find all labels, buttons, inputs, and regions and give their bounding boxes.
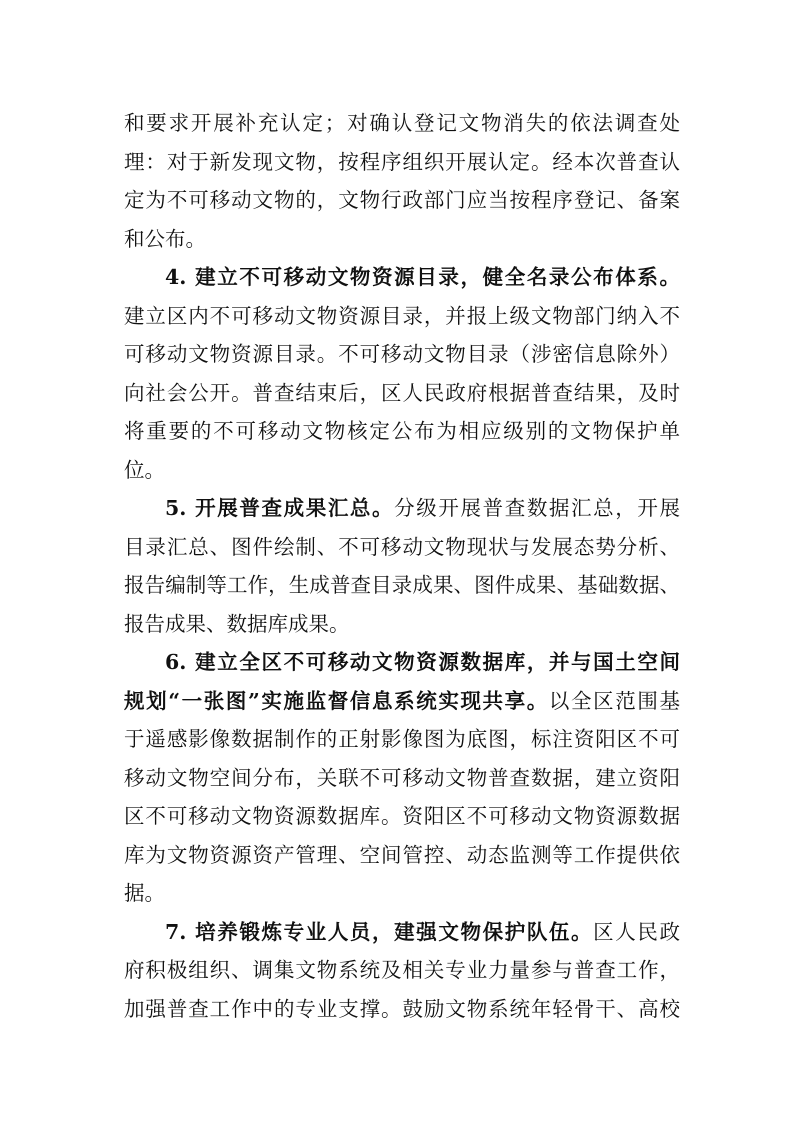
text-line: [124, 297, 680, 336]
body-text: 加强普查工作中的专业支撑。鼓励文物系统年轻骨干、高校: [124, 996, 680, 1021]
body-text: 报告成果、数据库成果。: [124, 611, 350, 636]
text-line: [124, 451, 680, 490]
text-line: [124, 143, 680, 182]
body-text: 定为不可移动文物的，文物行政部门应当按程序登记、备案: [124, 188, 680, 212]
bold-heading-text: 4. 建立不可移动文物资源目录，健全名录公布体系。: [165, 265, 680, 289]
body-text: 库为文物资源资产管理、空间管控、动态监测等工作提供依: [124, 842, 680, 867]
body-text: 位。: [124, 457, 165, 482]
text-line: [124, 874, 680, 913]
text-line: [124, 181, 680, 220]
paragraph: [124, 489, 680, 643]
text-line: [124, 566, 680, 605]
body-text: 目录汇总、图件绘制、不可移动文物现状与发展态势分析、: [124, 534, 680, 559]
bold-heading-text: 6. 建立全区不可移动文物资源数据库，并与国土空间: [165, 650, 680, 674]
text-line: [124, 335, 680, 374]
body-text: 以全区范围基: [548, 688, 681, 713]
text-line: [124, 104, 680, 143]
body-text: 将重要的不可移动文物核定公布为相应级别的文物保护单: [124, 419, 680, 443]
text-line: [124, 836, 680, 875]
body-text: 向社会公开。普查结束后，区人民政府根据普查结果，及时: [124, 380, 680, 405]
paragraph: [124, 913, 680, 1029]
text-line: [124, 489, 680, 528]
body-text: 据。: [124, 881, 165, 905]
body-text: 理：对于新发现文物，按程序组织开展认定。经本次普查认: [124, 149, 680, 174]
body-text: 区人民政: [593, 919, 680, 944]
text-line: [124, 913, 680, 952]
text-line: [124, 374, 680, 413]
text-line: [124, 682, 680, 721]
text-line: [124, 720, 680, 759]
text-line: [124, 951, 680, 990]
text-line: [124, 797, 680, 836]
bold-heading-text: 规划“一张图”实施监督信息系统实现共享。: [124, 688, 549, 713]
paragraph: [124, 643, 680, 913]
text-line: [124, 220, 680, 259]
body-text: 区不可移动文物资源数据库。资阳区不可移动文物资源数据: [124, 804, 680, 828]
body-text: 和要求开展补充认定；对确认登记文物消失的依法调查处: [124, 111, 680, 135]
body-text: 府积极组织、调集文物系统及相关专业力量参与普查工作，: [124, 958, 680, 982]
text-line: [124, 643, 680, 682]
bold-heading-text: 5. 开展普查成果汇总。: [165, 496, 395, 520]
text-line: [124, 759, 680, 798]
text-line: [124, 412, 680, 451]
bold-heading-text: 7. 培养锻炼专业人员，建强文物保护队伍。: [165, 919, 594, 944]
text-line: [124, 605, 680, 644]
paragraph: [124, 258, 680, 489]
body-text: 移动文物空间分布，关联不可移动文物普查数据，建立资阳: [124, 765, 680, 790]
body-text: 可移动文物资源目录。不可移动文物目录（涉密信息除外）: [124, 342, 680, 366]
text-line: [124, 258, 680, 297]
body-text: 报告编制等工作，生成普查目录成果、图件成果、基础数据、: [124, 573, 680, 597]
document-body: [124, 104, 680, 1028]
body-text: 建立区内不可移动文物资源目录，并报上级文物部门纳入不: [124, 303, 680, 328]
text-line: [124, 528, 680, 567]
body-text: 于遥感影像数据制作的正射影像图为底图，标注资阳区不可: [124, 727, 680, 751]
body-text: 和公布。: [124, 226, 206, 251]
paragraph: [124, 104, 680, 258]
text-line: [124, 990, 680, 1029]
body-text: 分级开展普查数据汇总，开展: [394, 496, 680, 520]
